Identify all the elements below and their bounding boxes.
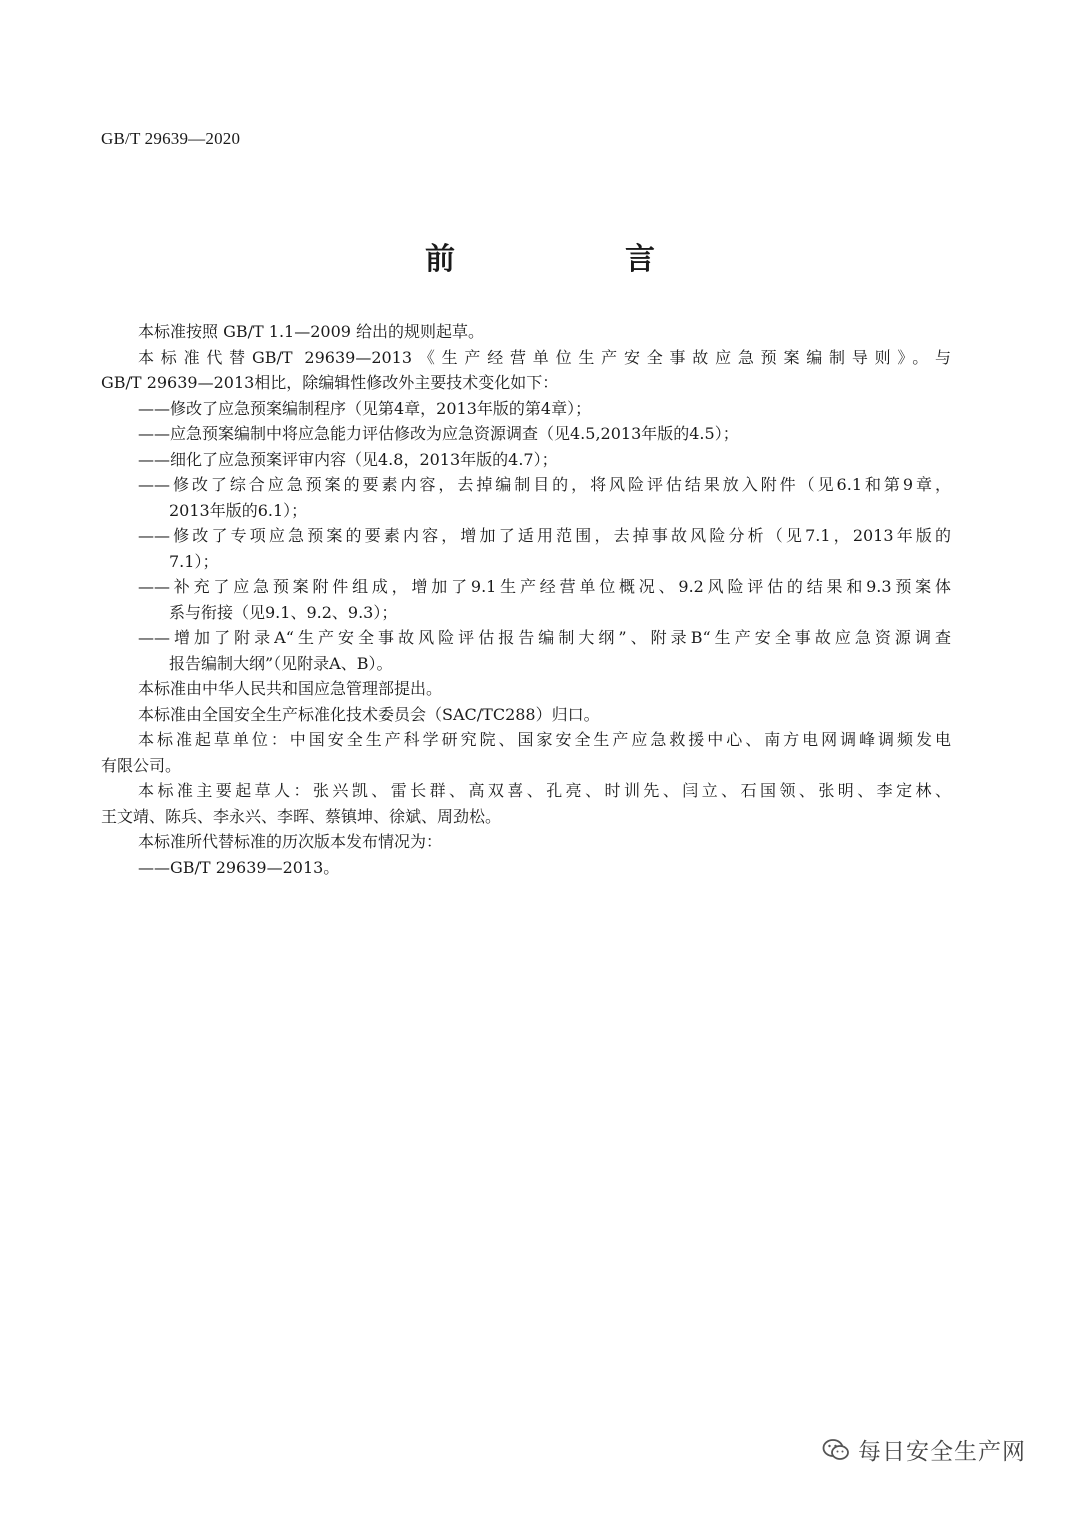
list-item: ——细化了应急预案评审内容（见4.8，2013年版的4.7）； xyxy=(138,449,558,469)
list-item: ——修改了专项应急预案的要素内容，增加了适用范围，去掉事故风险分析（见7.1，2013年版的 xyxy=(138,526,951,545)
paragraph-line: 本标准由全国安全生产标准化技术委员会（SAC/TC288）归口。 xyxy=(138,704,600,724)
list-item-continuation: 报告编制大纲”（见附录A、B）。 xyxy=(169,653,393,673)
watermark xyxy=(822,1433,1026,1466)
list-item: ——GB/T 29639—2013。 xyxy=(138,857,340,877)
standard-code: GB/T 29639—2020 xyxy=(101,129,241,148)
list-item-continuation: 7.1）； xyxy=(169,551,219,571)
foreword-body xyxy=(101,319,951,880)
paragraph-line: 本标准由中华人民共和国应急管理部提出。 xyxy=(138,679,443,698)
paragraph-line: 本标准代替GB/T 29639—2013《生产经营单位生产安全事故应急预案编制导则》。与 xyxy=(138,347,951,367)
page-title: 前 言 xyxy=(425,242,725,277)
list-item-continuation: 2013年版的6.1）； xyxy=(169,500,308,520)
paragraph-line: 本标准主要起草人：张兴凯、雷长群、高双喜、孔亮、时训先、闫立、石国领、张明、李定林、 xyxy=(138,781,951,800)
paragraph-line: 本标准所代替标准的历次版本发布情况为： xyxy=(138,832,443,851)
list-item: ——增加了附录A“生产安全事故风险评估报告编制大纲”、附录B“生产安全事故应急资源调查 xyxy=(138,628,951,647)
list-item: ——修改了综合应急预案的要素内容，去掉编制目的，将风险评估结果放入附件（见6.1和第9章， xyxy=(138,475,951,494)
paragraph-line: 本标准按照 GB/T 1.1—2009 给出的规则起草。 xyxy=(138,322,485,341)
list-item: ——补充了应急预案附件组成，增加了9.1生产经营单位概况、9.2风险评估的结果和9.3预案体 xyxy=(138,577,951,596)
paragraph-line: 本标准起草单位：中国安全生产科学研究院、国家安全生产应急救援中心、南方电网调峰调频发电 xyxy=(138,730,951,749)
paragraph-line: 有限公司。 xyxy=(101,755,182,775)
watermark-text: 每日安全生产网 xyxy=(858,1439,1026,1465)
paragraph-line: GB/T 29639—2013相比，除编辑性修改外主要技术变化如下： xyxy=(101,373,559,392)
list-item: ——应急预案编制中将应急能力评估修改为应急资源调查（见4.5,2013年版的4.5）； xyxy=(138,424,739,443)
list-item-continuation: 系与衔接（见9.1、9.2、9.3）； xyxy=(169,602,398,622)
wechat-icon xyxy=(822,1438,850,1462)
paragraph-line: 王文靖、陈兵、李永兴、李晖、蔡镇坤、徐斌、周劲松。 xyxy=(101,806,502,826)
list-item: ——修改了应急预案编制程序（见第4章，2013年版的第4章）； xyxy=(138,398,592,418)
